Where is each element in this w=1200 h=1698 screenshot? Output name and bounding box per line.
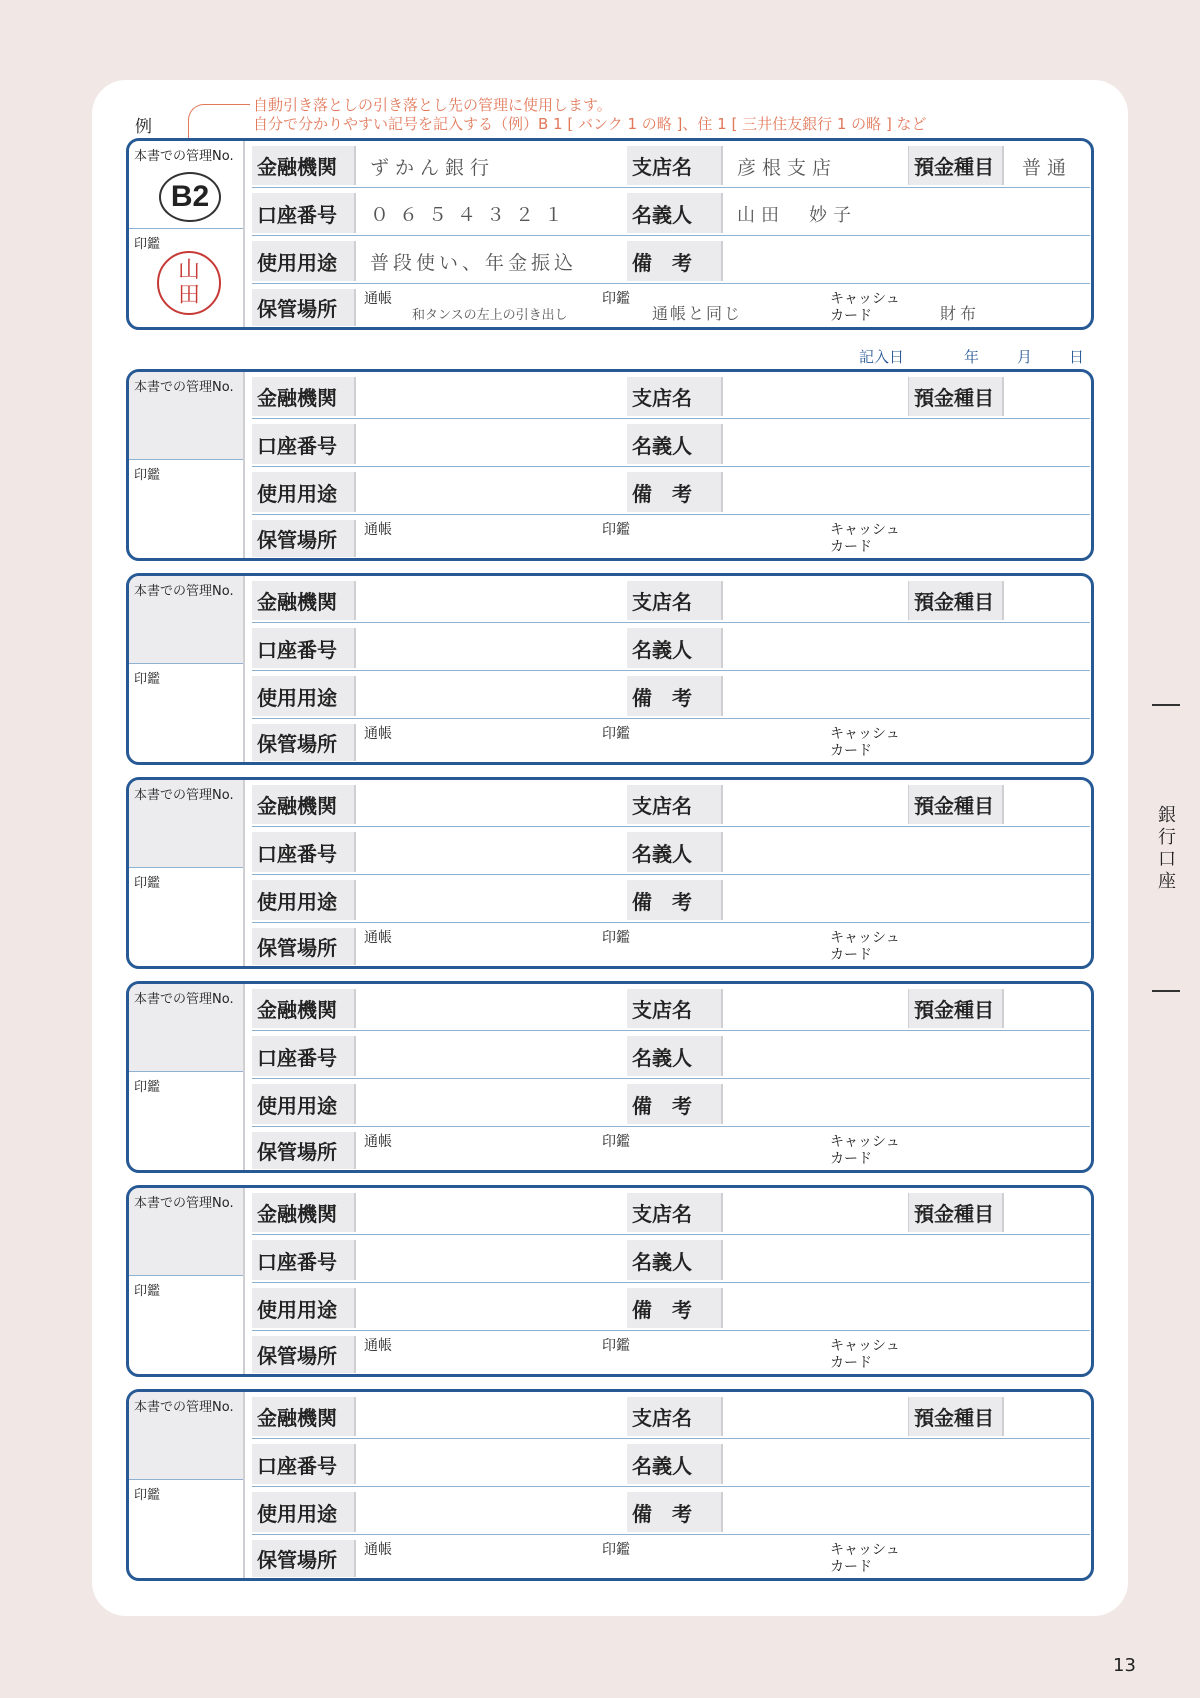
entry-date-label: 記入日 (859, 348, 905, 366)
row-bank (252, 580, 1090, 623)
row-bank (252, 376, 1090, 419)
mgmt-no-box[interactable] (129, 372, 243, 460)
side-tick-bottom (1152, 990, 1180, 992)
branch-label: 支店名 (627, 377, 723, 416)
card-label-line1: キャッシュ (830, 930, 900, 946)
row-purpose (252, 1491, 1090, 1535)
mgmt-no-box[interactable] (129, 1188, 243, 1276)
storage-label: 保管場所 (252, 928, 356, 965)
account-no-label: 口座番号 (252, 1240, 356, 1280)
card-label-line2: カード (830, 947, 872, 963)
card-label-line2: カード (830, 308, 872, 324)
mgmt-column (129, 141, 245, 327)
mgmt-column (129, 984, 245, 1170)
bank-label: 金融機関 (252, 1397, 356, 1436)
example-purpose-value: 普段使い、年金振込 (370, 252, 578, 274)
example-account-no-value: ０６５４３２１ (370, 204, 574, 226)
holder-label: 名義人 (627, 1444, 723, 1484)
seal-stamp (157, 251, 221, 315)
seal-label: 印鑑 (134, 1488, 161, 1503)
deposit-type-label: 預金種目 (908, 581, 1004, 620)
row-storage (252, 519, 1090, 559)
example-card-location: 財布 (940, 304, 981, 323)
remarks-label: 備考 (627, 472, 723, 512)
seal-storage-label: 印鑑 (602, 930, 630, 946)
holder-label: 名義人 (627, 1036, 723, 1076)
example-holder-value: 山田 妙子 (737, 204, 857, 226)
passbook-label: 通帳 (364, 930, 392, 946)
purpose-label: 使用用途 (252, 880, 356, 920)
row-account (252, 1035, 1090, 1079)
purpose-label: 使用用途 (252, 241, 356, 281)
branch-label: 支店名 (627, 989, 723, 1028)
bank-label: 金融機関 (252, 989, 356, 1028)
card-label-line2: カード (830, 1355, 872, 1371)
example-label: 例 (135, 117, 152, 137)
branch-label: 支店名 (627, 1193, 723, 1232)
mgmt-no-label: 本書での管理No. (134, 788, 234, 803)
account-no-label: 口座番号 (252, 1036, 356, 1076)
holder-label: 名義人 (627, 832, 723, 872)
account-card (126, 1389, 1094, 1581)
side-title: 銀行口座 (1158, 805, 1176, 892)
card-label-line1: キャッシュ (830, 1542, 900, 1558)
row-storage (252, 288, 1090, 328)
mgmt-no-label: 本書での管理No. (134, 1196, 234, 1211)
branch-label: 支店名 (627, 581, 723, 620)
bank-label: 金融機関 (252, 785, 356, 824)
seal-storage-label: 印鑑 (602, 291, 630, 307)
passbook-label: 通帳 (364, 726, 392, 742)
entry-date-month: 月 (1017, 348, 1033, 366)
seal-char-1: 山 (177, 258, 200, 283)
account-no-label: 口座番号 (252, 628, 356, 668)
example-note-line1: 自動引き落としの引き落とし先の管理に使用します。 (253, 96, 612, 114)
example-mgmt-no: B2 (159, 172, 221, 222)
mgmt-no-label: 本書での管理No. (134, 1400, 234, 1415)
row-purpose (252, 879, 1090, 923)
row-storage (252, 1539, 1090, 1579)
account-card (126, 573, 1094, 765)
account-card (126, 369, 1094, 561)
row-storage (252, 927, 1090, 967)
holder-label: 名義人 (627, 193, 723, 233)
bank-label: 金融機関 (252, 581, 356, 620)
mgmt-column (129, 372, 245, 558)
deposit-type-label: 預金種目 (908, 989, 1004, 1028)
seal-storage-label: 印鑑 (602, 726, 630, 742)
passbook-label: 通帳 (364, 1338, 392, 1354)
remarks-label: 備考 (627, 1084, 723, 1124)
passbook-label: 通帳 (364, 1542, 392, 1558)
account-no-label: 口座番号 (252, 832, 356, 872)
row-account (252, 831, 1090, 875)
row-account (252, 423, 1090, 467)
example-deposit-type-value: 普通 (1022, 156, 1073, 179)
deposit-type-label: 預金種目 (908, 785, 1004, 824)
row-bank (252, 784, 1090, 827)
side-tick-top (1152, 704, 1180, 706)
row-storage (252, 1335, 1090, 1375)
row-purpose (252, 1083, 1090, 1127)
row-bank (252, 988, 1090, 1031)
purpose-label: 使用用途 (252, 676, 356, 716)
holder-label: 名義人 (627, 628, 723, 668)
passbook-label: 通帳 (364, 1134, 392, 1150)
storage-label: 保管場所 (252, 289, 356, 326)
seal-char-2: 田 (177, 283, 200, 308)
example-bank-value: ずかん銀行 (370, 156, 496, 179)
card-label-line2: カード (830, 743, 872, 759)
account-card (126, 777, 1094, 969)
card-label-line1: キャッシュ (830, 291, 900, 307)
row-storage (252, 1131, 1090, 1171)
mgmt-column (129, 1392, 245, 1578)
remarks-label: 備考 (627, 241, 723, 281)
storage-label: 保管場所 (252, 724, 356, 761)
remarks-label: 備考 (627, 1492, 723, 1532)
row-account (252, 1239, 1090, 1283)
mgmt-no-box[interactable] (129, 1392, 243, 1480)
mgmt-column (129, 576, 245, 762)
branch-label: 支店名 (627, 146, 723, 185)
bank-label: 金融機関 (252, 146, 356, 185)
seal-storage-label: 印鑑 (602, 1542, 630, 1558)
storage-label: 保管場所 (252, 1336, 356, 1373)
deposit-type-label: 預金種目 (908, 1193, 1004, 1232)
remarks-label: 備考 (627, 1288, 723, 1328)
remarks-label: 備考 (627, 880, 723, 920)
row-bank (252, 145, 1090, 188)
seal-label: 印鑑 (134, 672, 161, 687)
card-label-line1: キャッシュ (830, 726, 900, 742)
page-number: 13 (1113, 1655, 1136, 1676)
branch-label: 支店名 (627, 1397, 723, 1436)
mgmt-no-box[interactable] (129, 576, 243, 664)
mgmt-no-box (129, 141, 243, 229)
account-no-label: 口座番号 (252, 1444, 356, 1484)
storage-label: 保管場所 (252, 520, 356, 557)
card-label-line2: カード (830, 539, 872, 555)
seal-storage-label: 印鑑 (602, 522, 630, 538)
entry-date-day: 日 (1069, 348, 1085, 366)
seal-label: 印鑑 (134, 876, 161, 891)
example-seal-location: 通帳と同じ (652, 304, 743, 323)
seal-label: 印鑑 (134, 1080, 161, 1095)
account-no-label: 口座番号 (252, 193, 356, 233)
card-label-line2: カード (830, 1151, 872, 1167)
passbook-label: 通帳 (364, 522, 392, 538)
example-branch-value: 彦根支店 (737, 156, 838, 179)
card-label-line1: キャッシュ (830, 522, 900, 538)
seal-label: 印鑑 (134, 468, 161, 483)
holder-label: 名義人 (627, 424, 723, 464)
bank-label: 金融機関 (252, 1193, 356, 1232)
purpose-label: 使用用途 (252, 1288, 356, 1328)
example-passbook-location: 和タンスの左上の引き出し (412, 308, 568, 323)
row-account (252, 627, 1090, 671)
mgmt-column (129, 780, 245, 966)
row-purpose (252, 240, 1090, 284)
remarks-label: 備考 (627, 676, 723, 716)
mgmt-no-box[interactable] (129, 984, 243, 1072)
seal-label: 印鑑 (134, 237, 161, 252)
row-purpose (252, 675, 1090, 719)
account-card (126, 1185, 1094, 1377)
example-note-line2: 自分で分かりやすい記号を記入する（例）B 1 [ バンク 1 の略 ]、住 1 [ 三井住友銀行 1 の略 ] など (253, 115, 927, 133)
entry-date-year: 年 (964, 348, 980, 366)
mgmt-no-label: 本書での管理No. (134, 584, 234, 599)
holder-label: 名義人 (627, 1240, 723, 1280)
deposit-type-label: 預金種目 (908, 146, 1004, 185)
mgmt-no-label: 本書での管理No. (134, 380, 234, 395)
account-no-label: 口座番号 (252, 424, 356, 464)
deposit-type-label: 預金種目 (908, 1397, 1004, 1436)
account-card (126, 981, 1094, 1173)
row-purpose (252, 1287, 1090, 1331)
example-account-card (126, 138, 1094, 330)
purpose-label: 使用用途 (252, 1492, 356, 1532)
passbook-label: 通帳 (364, 291, 392, 307)
row-account (252, 1443, 1090, 1487)
seal-storage-label: 印鑑 (602, 1134, 630, 1150)
deposit-type-label: 預金種目 (908, 377, 1004, 416)
row-bank (252, 1396, 1090, 1439)
branch-label: 支店名 (627, 785, 723, 824)
seal-storage-label: 印鑑 (602, 1338, 630, 1354)
storage-label: 保管場所 (252, 1540, 356, 1577)
purpose-label: 使用用途 (252, 472, 356, 512)
row-purpose (252, 471, 1090, 515)
mgmt-no-label: 本書での管理No. (134, 149, 234, 164)
mgmt-no-box[interactable] (129, 780, 243, 868)
mgmt-no-label: 本書での管理No. (134, 992, 234, 1007)
row-account (252, 192, 1090, 236)
seal-label: 印鑑 (134, 1284, 161, 1299)
bank-label: 金融機関 (252, 377, 356, 416)
row-bank (252, 1192, 1090, 1235)
mgmt-column (129, 1188, 245, 1374)
card-label-line2: カード (830, 1559, 872, 1575)
card-label-line1: キャッシュ (830, 1134, 900, 1150)
storage-label: 保管場所 (252, 1132, 356, 1169)
purpose-label: 使用用途 (252, 1084, 356, 1124)
card-label-line1: キャッシュ (830, 1338, 900, 1354)
row-storage (252, 723, 1090, 763)
